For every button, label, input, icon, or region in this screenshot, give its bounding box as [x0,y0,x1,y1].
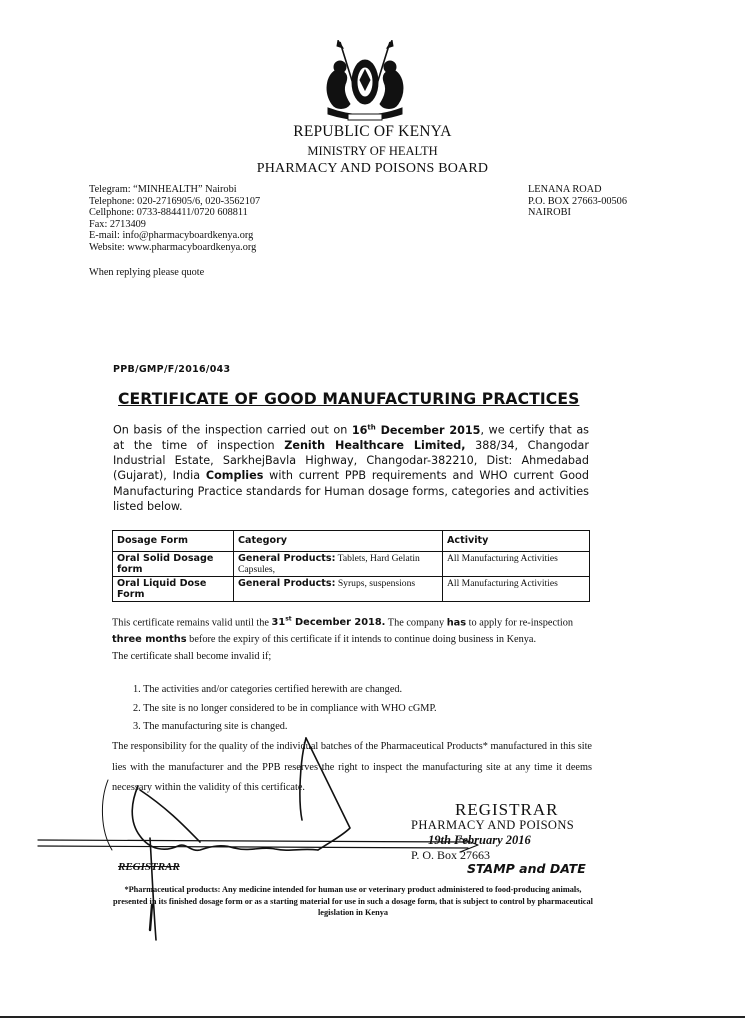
activity-cell: All Manufacturing Activities [443,577,590,602]
dosage-form-cell: Oral Solid Dosage form [113,552,234,577]
invalid-intro: The certificate shall become invalid if; [112,650,272,662]
dosage-form-cell: Oral Liquid Dose Form [113,577,234,602]
stamp-registrar: REGISTRAR [455,800,559,819]
activity-cell: All Manufacturing Activities [443,552,590,577]
category-cell: General Products: Syrups, suspensions [234,577,443,602]
registrar-label: REGISTRAR [118,861,180,873]
col-category: Category [234,531,443,552]
coat-of-arms-emblem [318,40,412,126]
address-city: NAIROBI [528,207,571,219]
col-activity: Activity [443,531,590,552]
contact-block-right [528,184,627,219]
category-cell: General Products: Tablets, Hard Gelatin Capsules, [234,552,443,577]
intro-paragraph: On basis of the inspection carried out on 16th December 2015, we certify that as at the time of inspection Zenith Healthcare Limited, 388/34, Changodar Industrial Estate, SarkhejBavla Highway, Changodar-382210, Dist: Ahmedabad (Gujarat), India Complies with current PPB requirements and WHO current Good Manufacturing Practice standards for Human dosage forms, categories and activities listed below. [113,423,590,513]
company-name: Zenith Healthcare Limited, [284,438,466,452]
fax-line: Fax: 2713409 [89,218,146,230]
reference-number: PPB/GMP/F/2016/043 [113,364,231,375]
table-header-row [113,531,590,552]
board-heading: PHARMACY AND POISONS BOARD [256,161,489,176]
ministry-heading: MINISTRY OF HEALTH [307,144,438,158]
table-row [113,552,590,577]
responsibility-paragraph: The responsibility for the quality of the individual batches of the Pharmaceutical Products* manufactured in this site lies with the manufacturer and the PPB reserves the right to inspect the manufacturing site at any time it deems necessary within the validity of this certificate. [112,741,592,794]
stamp-board: PHARMACY AND POISONS [411,818,575,832]
stamp-and-date-label: STAMP and DATE [467,861,586,876]
stamp-date: 19th February 2016 [428,833,531,847]
email-line: E-mail: info@pharmacyboardkenya.org [89,230,254,242]
page-bottom-edge [0,1015,745,1020]
stamp-box: P. O. Box 27663 [411,848,491,862]
dosage-table [112,530,590,602]
contact-block-left [89,184,260,254]
list-item: 3. The manufacturing site is changed. [133,721,288,732]
address-road: LENANA ROAD [528,184,602,195]
col-dosage-form: Dosage Form [113,531,234,552]
footnote: *Pharmaceutical products: Any medicine intended for human use or veterinary product administered to food-producing animals, presented in its finished dosage form or as a starting material for use in such a dosage form, that is subject to control by pharmaceutical legislation in Kenya [113,885,593,918]
conditions-list [133,681,437,737]
address-box: P.O. BOX 27663-00506 [528,195,627,207]
republic-heading: REPUBLIC OF KENYA [293,123,452,140]
certificate-title: CERTIFICATE OF GOOD MANUFACTURING PRACTICES [118,390,580,408]
table-row [113,577,590,602]
list-item: 1. The activities and/or categories certified herewith are changed. [133,684,403,695]
cellphone-line: Cellphone: 0733-884411/0720 608811 [89,207,248,219]
website-line: Website: www.pharmacyboardkenya.org [89,241,257,253]
telephone-line: Telephone: 020-2716905/6, 020-3562107 [89,195,261,207]
validity-paragraph: This certificate remains valid until the 31st December 2018. The company has to apply for re-inspection three months before the expiry of this certificate if it intends to continue doing business in Kenya. The certificate shall become invalid if; [112,612,592,666]
reply-note: When replying please quote [89,267,205,278]
list-item: 2. The site is no longer considered to be in compliance with WHO cGMP. [133,702,437,714]
telegram-line: Telegram: “MINHEALTH” Nairobi [89,184,237,195]
